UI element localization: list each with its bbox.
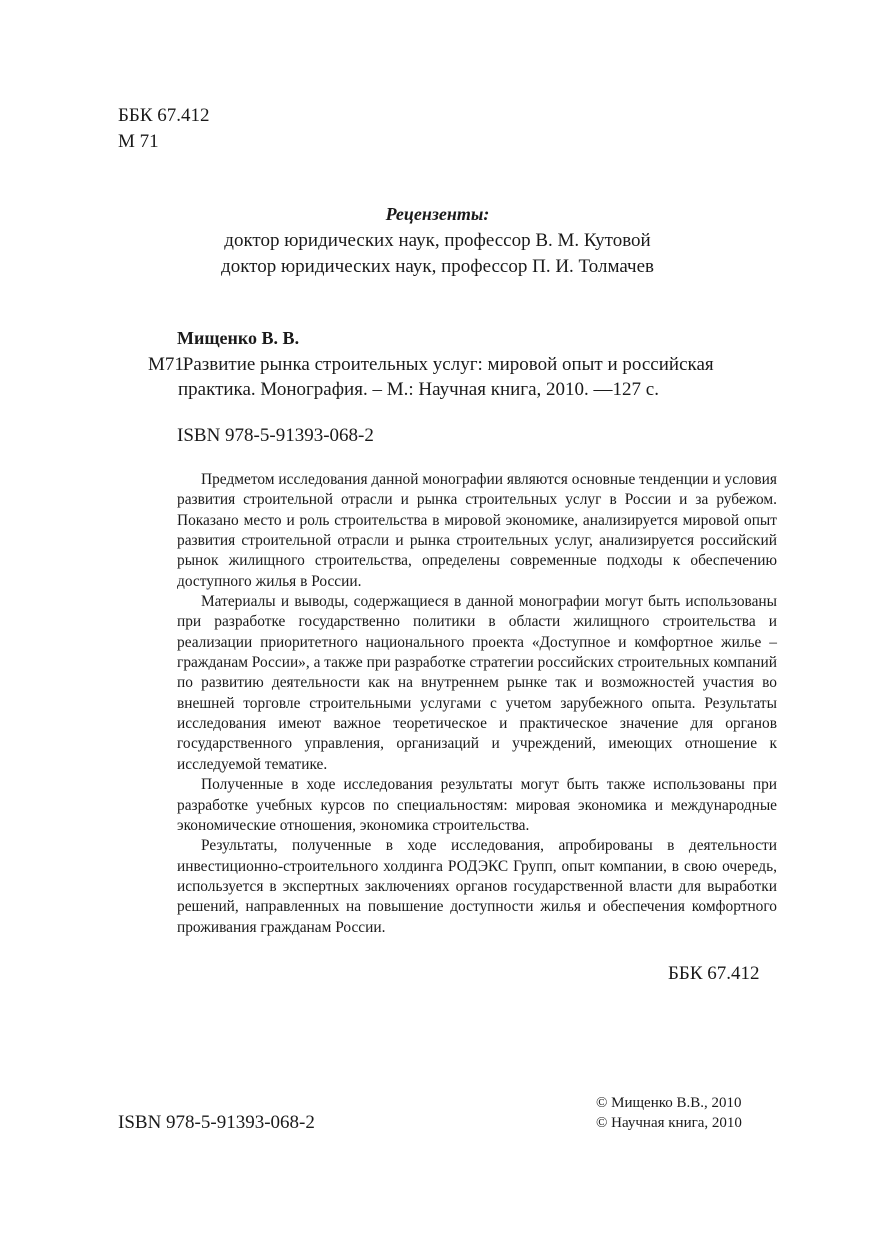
copyright-publisher: © Научная книга, 2010 bbox=[596, 1115, 742, 1131]
description-line-2: практика. Монография. – М.: Научная книга, 2010. —127 с. bbox=[178, 379, 659, 400]
abstract-paragraph: Предметом исследования данной монографии являются основные тенденции и условия развития строительной отрасли и рынка строительных услуг в России и за рубежом. Показано место и роль строительства в мировой экономике, анализируется мировой опыт развития строительной отрасли и рынка строительных услуг, анализируется российский рынок жилищного строительства, определены современные подходы к обеспечению доступного жилья в России. bbox=[177, 471, 777, 590]
reviewer-2: доктор юридических наук, профессор П. И. Толмачев bbox=[221, 256, 654, 277]
abstract bbox=[177, 470, 777, 938]
reviewers-title: Рецензенты: bbox=[385, 204, 490, 224]
abstract-paragraph: Результаты, полученные в ходе исследования, апробированы в деятельности инвестиционно-строительного холдинга РОДЭКС Групп, опыт компании, в свою очередь, используется в экспертных заключениях органов государственной власти для выработки решений, направленных на повышение доступности жилья и обеспечения комфортного проживания гражданам России. bbox=[177, 837, 777, 936]
isbn-top: ISBN 978-5-91393-068-2 bbox=[177, 425, 374, 446]
bbk-bottom: ББК 67.412 bbox=[668, 963, 760, 984]
copyright-block bbox=[596, 1093, 742, 1133]
bbk-code: ББК 67.412 bbox=[118, 105, 210, 126]
copyright-author: © Мищенко В.В., 2010 bbox=[596, 1095, 742, 1111]
author-code: М71 bbox=[148, 354, 184, 375]
classification-codes bbox=[118, 103, 210, 155]
reviewer-1: доктор юридических наук, профессор В. М. Кутовой bbox=[224, 230, 651, 251]
book-author: Мищенко В. В. bbox=[177, 328, 300, 348]
bibliographic-description bbox=[148, 352, 783, 402]
isbn-bottom: ISBN 978-5-91393-068-2 bbox=[118, 1112, 315, 1133]
description-line-1: Развитие рынка строительных услуг: мировой опыт и российская bbox=[182, 354, 714, 375]
abstract-paragraph: Материалы и выводы, содержащиеся в данной монографии могут быть использованы при разработке государственно политики в области жилищного строительства и реализации приоритетного национального проекта «Доступное и комфортное жилье – гражданам России», а также при разработке стратегии российских строительных компаний по развитию деятельности как на внутреннем рынке так и возможностей участия во внешней торговле строительными услугами с учетом зарубежного опыта. Результаты исследования имеют важное теоретическое и практическое значение для органов государственного управления, организаций и учреждений, имеющих отношение к исследуемой тематике. bbox=[177, 593, 777, 773]
author-mark: М 71 bbox=[118, 131, 159, 152]
abstract-paragraph: Полученные в ходе исследования результаты могут быть также использованы при разработке учебных курсов по специальностям: мировая экономика и международные экономические отношения, экономика строительства. bbox=[177, 776, 777, 834]
